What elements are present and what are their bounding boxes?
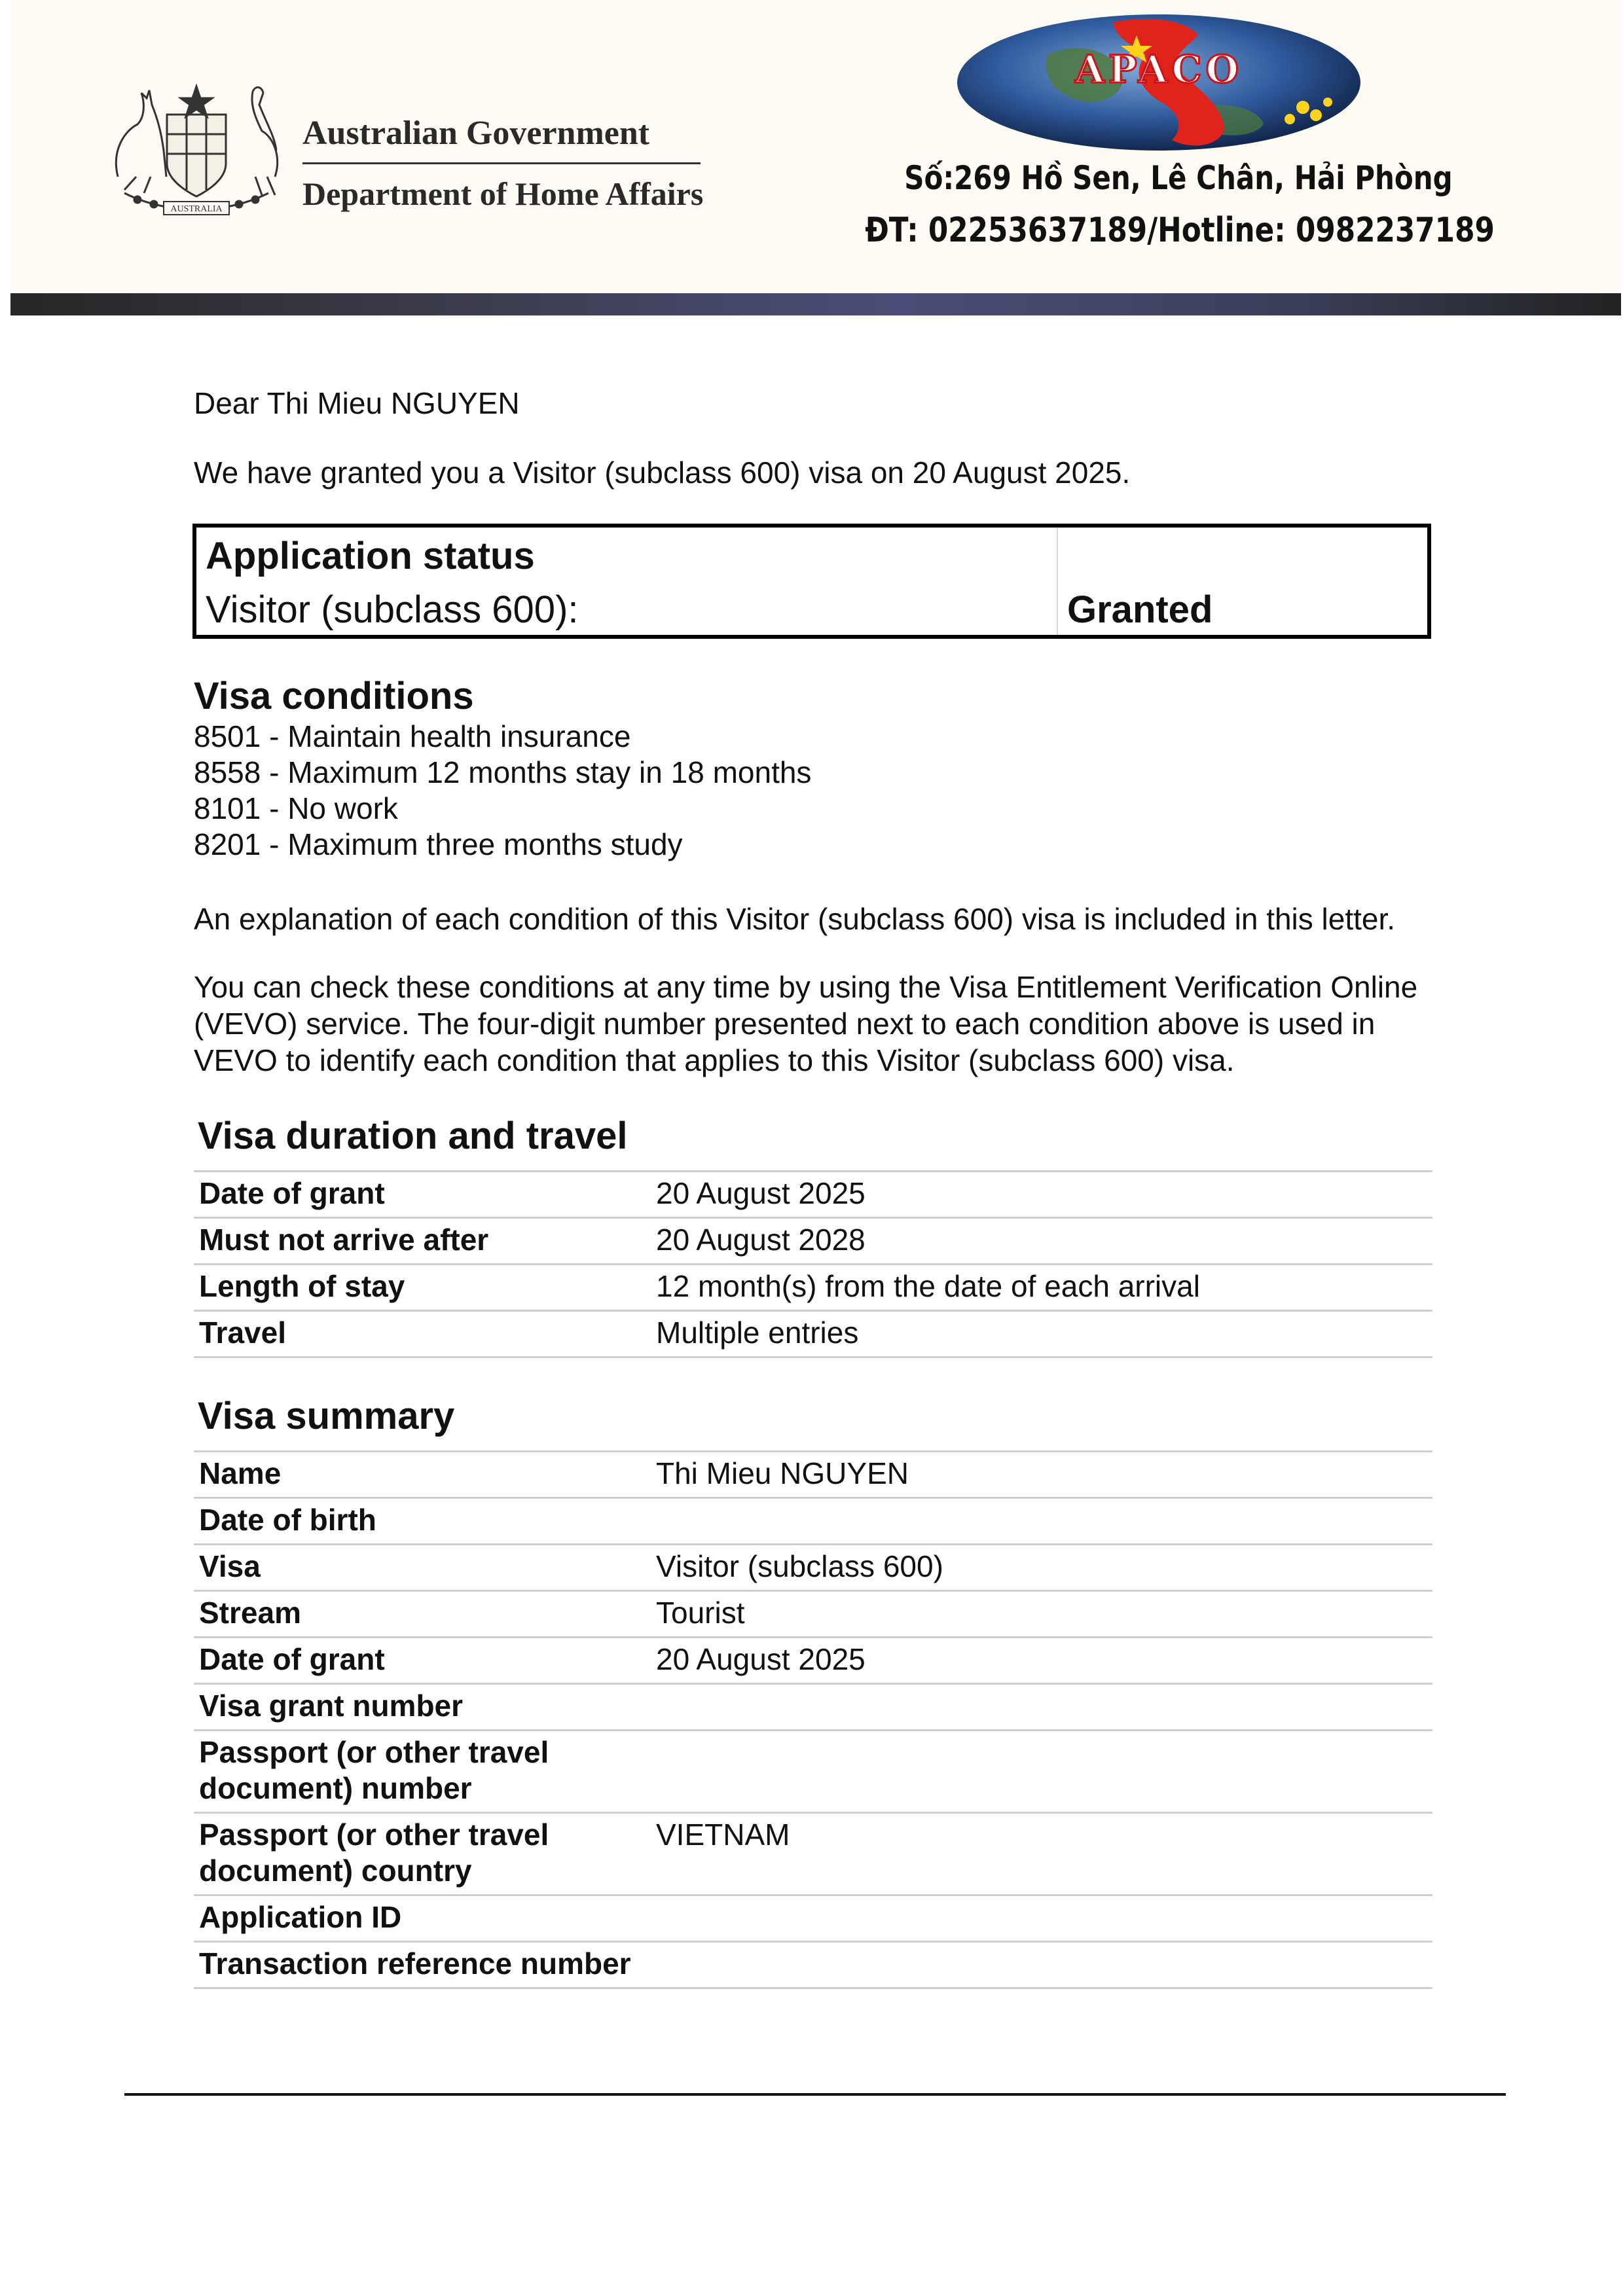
application-status-label: Visitor (subclass 600): [206, 588, 579, 631]
row-value: Tourist [656, 1596, 745, 1630]
australian-coat-of-arms-icon [98, 79, 295, 219]
table-row [194, 1452, 1432, 1498]
row-value [652, 1498, 1432, 1545]
row-label: Passport (or other travel document) number [199, 1735, 549, 1805]
row-value: 20 August 2025 [656, 1642, 866, 1676]
row-value [652, 1684, 1432, 1731]
row-label: Length of stay [199, 1269, 405, 1303]
government-divider [302, 162, 701, 164]
visa-summary-heading: Visa summary [198, 1395, 455, 1437]
visa-duration-table [194, 1170, 1432, 1358]
table-row [194, 1895, 1432, 1942]
table-row [194, 1498, 1432, 1545]
letterhead-bar [10, 293, 1621, 315]
greeting: Dear Thi Mieu NGUYEN [194, 386, 520, 420]
visa-condition-item: 8501 - Maintain health insurance [194, 719, 631, 753]
row-label: Date of birth [199, 1503, 376, 1537]
agency-phone: ĐT: 02253637189/Hotline: 0982237189 [865, 211, 1495, 250]
row-label: Date of grant [199, 1642, 385, 1676]
table-row [194, 1591, 1432, 1638]
row-value: Thi Mieu NGUYEN [656, 1456, 909, 1490]
government-identity [302, 113, 702, 214]
row-label: Travel [199, 1316, 286, 1350]
visa-summary-table [194, 1450, 1432, 1989]
row-value: 12 month(s) from the date of each arrival [656, 1269, 1200, 1303]
row-label: Application ID [199, 1900, 402, 1934]
row-label: Visa grant number [199, 1689, 464, 1723]
apaco-logo-text: APACO [1074, 47, 1243, 92]
row-label: Must not arrive after [199, 1223, 489, 1257]
department-name: Department of Home Affairs [302, 175, 704, 212]
visa-duration-heading: Visa duration and travel [198, 1115, 628, 1157]
agency-address: Số:269 Hồ Sen, Lê Chân, Hải Phòng [904, 159, 1453, 197]
row-value: VIETNAM [656, 1818, 790, 1852]
row-value [652, 1895, 1432, 1942]
visa-conditions-heading: Visa conditions [194, 675, 474, 717]
row-label: Transaction reference number [199, 1946, 631, 1981]
table-row [194, 1813, 1432, 1895]
visa-condition-item: 8558 - Maximum 12 months stay in 18 months [194, 755, 812, 789]
row-label: Passport (or other travel document) country [199, 1818, 549, 1888]
row-label: Date of grant [199, 1176, 385, 1210]
row-value [652, 1942, 1432, 1988]
government-name: Australian Government [302, 115, 650, 152]
apaco-globe-logo-icon [949, 9, 1368, 154]
footer-divider [124, 2093, 1506, 2096]
table-row [194, 1731, 1432, 1813]
table-row [194, 1265, 1432, 1311]
row-value: 20 August 2025 [656, 1176, 866, 1210]
table-row [194, 1218, 1432, 1265]
visa-conditions-list [194, 719, 811, 863]
table-row [194, 1638, 1432, 1684]
row-label: Name [199, 1456, 282, 1490]
row-value: Multiple entries [656, 1316, 859, 1350]
table-row [194, 1684, 1432, 1731]
application-status-value: Granted [1067, 588, 1213, 631]
table-row [194, 1545, 1432, 1591]
table-row [194, 1942, 1432, 1988]
table-row [194, 1311, 1432, 1357]
status-divider [1057, 528, 1058, 635]
crest-scroll-text: AUSTRALIA [170, 204, 223, 214]
application-status-box [192, 524, 1431, 639]
visa-condition-item: 8201 - Maximum three months study [194, 827, 683, 861]
row-label: Visa [199, 1549, 261, 1583]
table-row [194, 1172, 1432, 1218]
row-value: Visitor (subclass 600) [656, 1549, 943, 1583]
grant-statement: We have granted you a Visitor (subclass 600) visa on 20 August 2025. [194, 456, 1131, 490]
vevo-note: You can check these conditions at any time by using the Visa Entitlement Verification Online (VEVO) service. The four-digit number presented next to each condition above is used in VEVO to identify each condition that applies to this Visitor (subclass 600) visa. [194, 970, 1418, 1077]
visa-condition-item: 8101 - No work [194, 791, 398, 825]
conditions-explanation: An explanation of each condition of this Visitor (subclass 600) visa is included in this letter. [194, 902, 1396, 936]
row-value [652, 1731, 1432, 1813]
row-label: Stream [199, 1596, 301, 1630]
row-value: 20 August 2028 [656, 1223, 866, 1257]
application-status-title: Application status [206, 535, 535, 577]
